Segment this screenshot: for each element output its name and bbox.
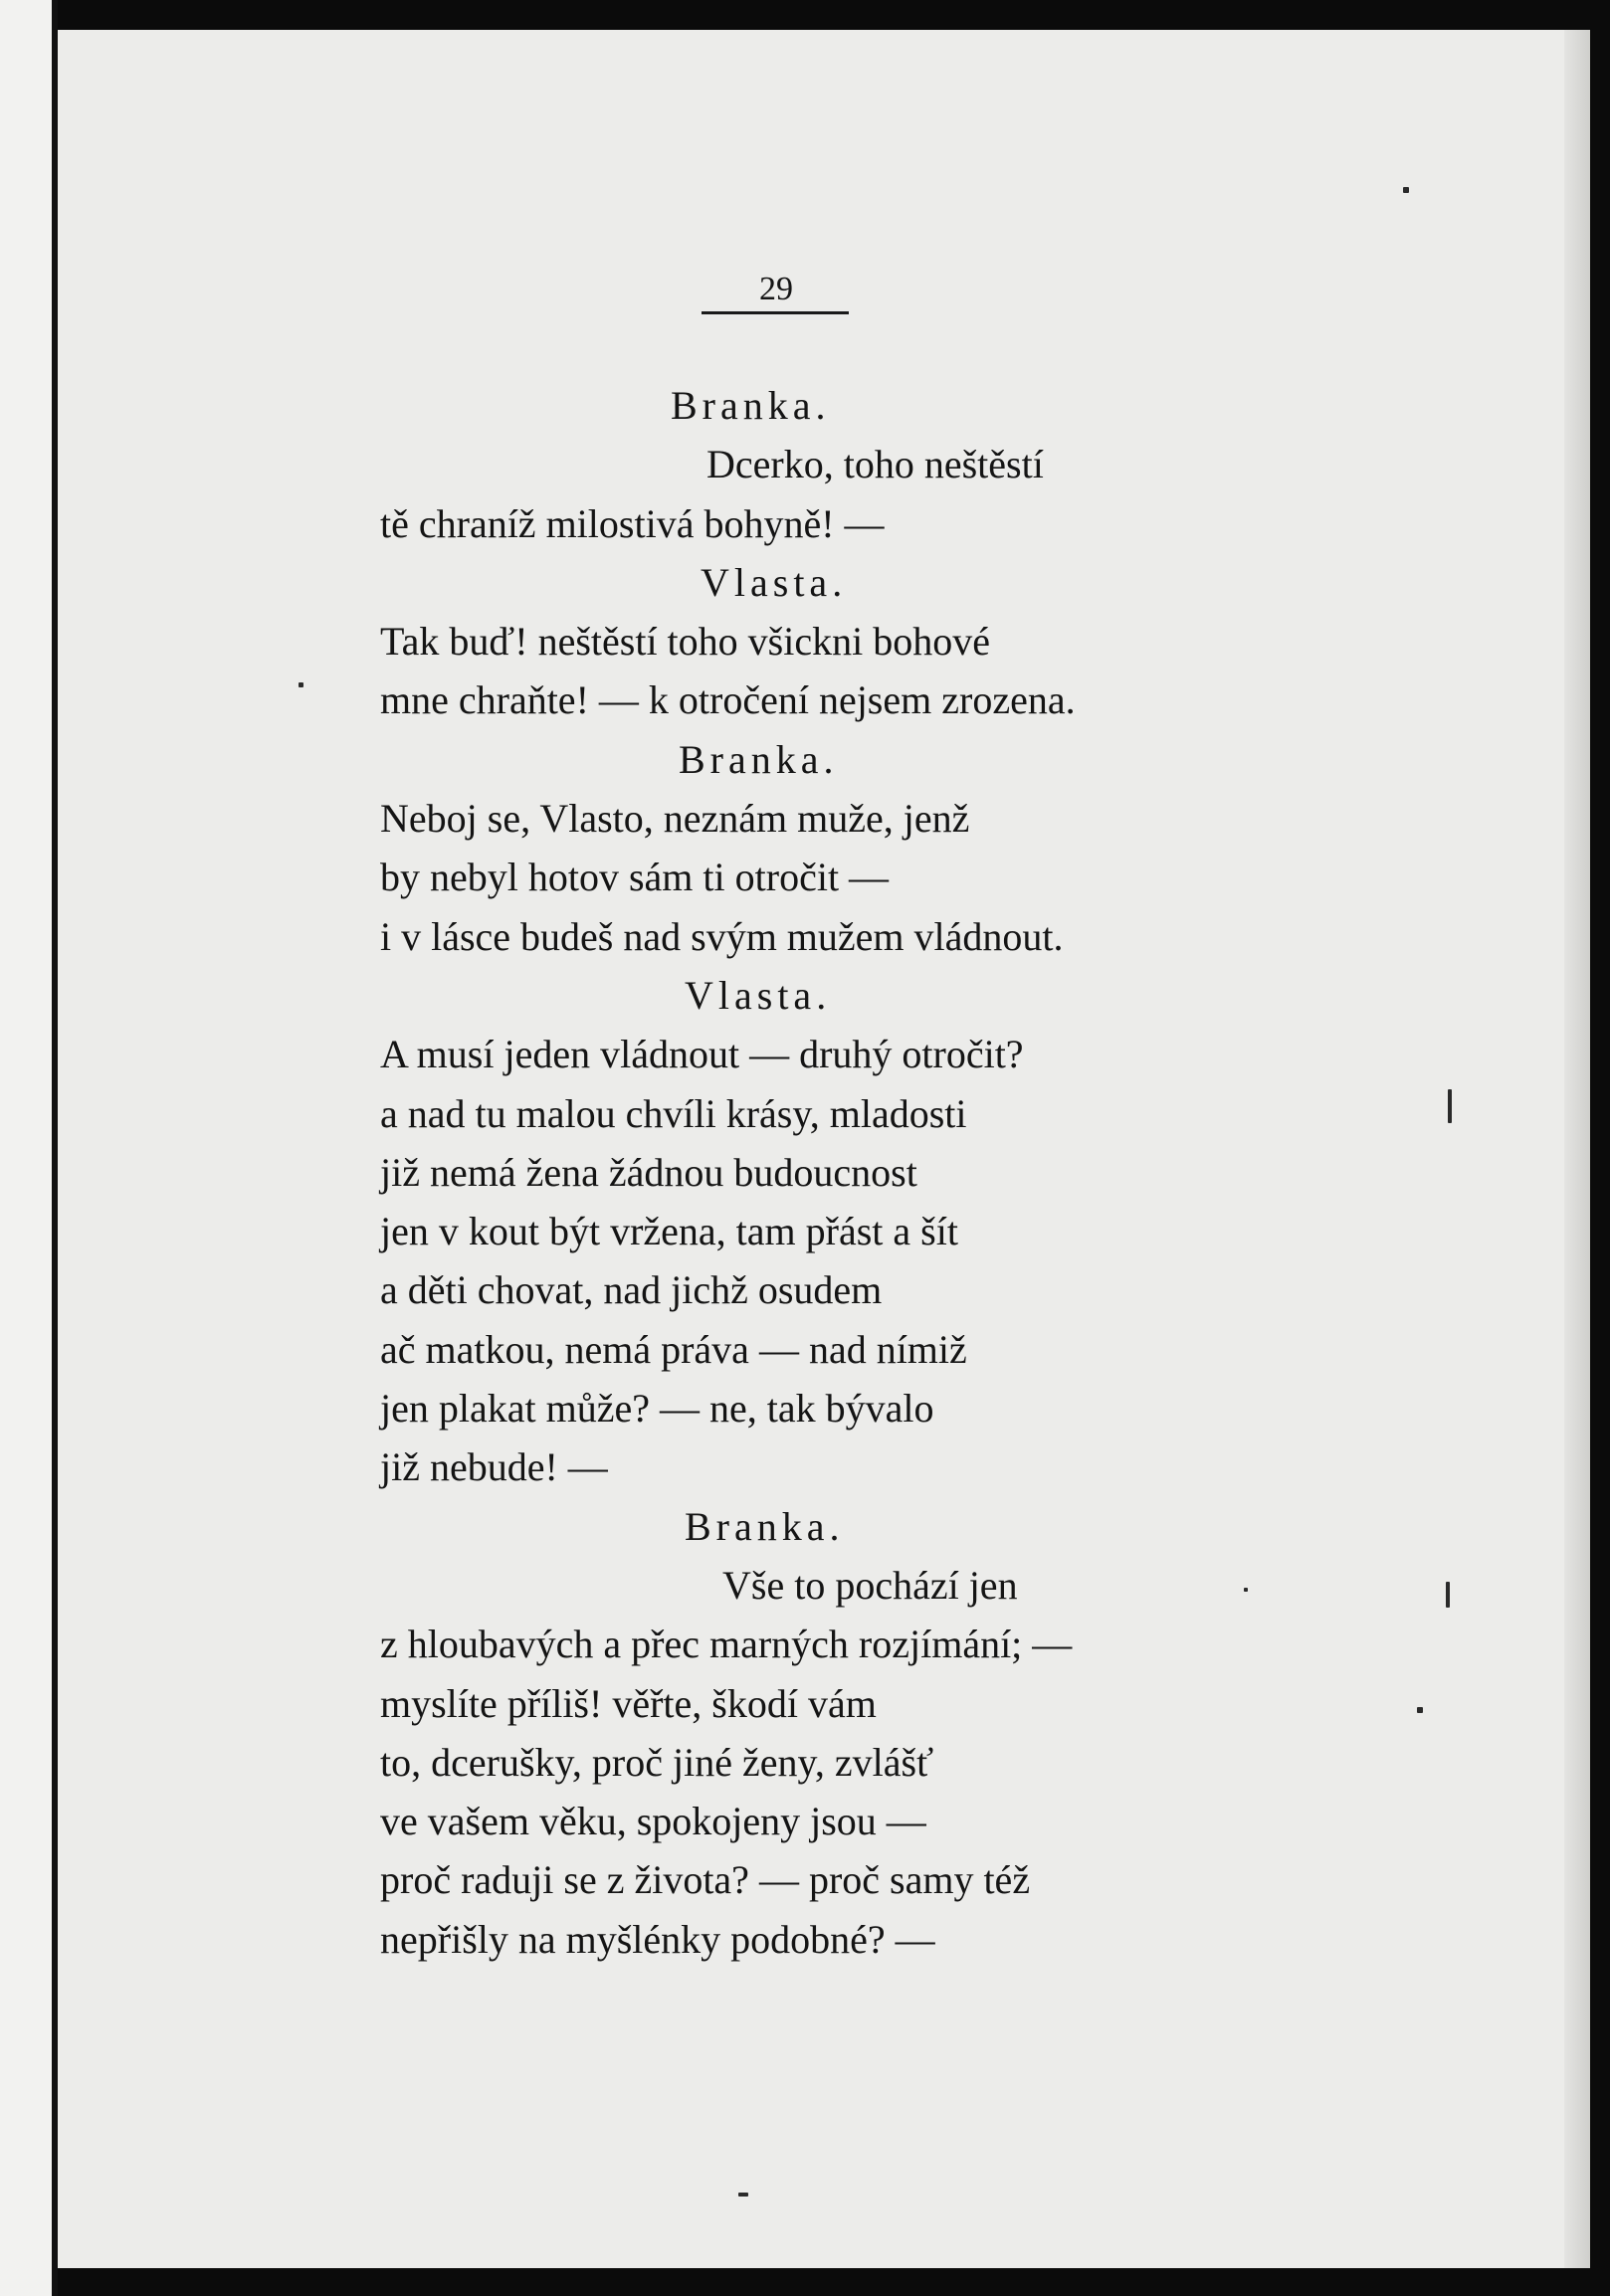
page-number: 29 bbox=[759, 271, 793, 307]
verse-line: Tak buď! neštěstí toho všickni bohové bbox=[380, 619, 990, 665]
scan-speck bbox=[1448, 1089, 1452, 1123]
verse-line: nepřišly na myšlénky podobné? — bbox=[380, 1916, 935, 1962]
verse-line: a nad tu malou chvíli krásy, mladosti bbox=[380, 1090, 967, 1136]
verse-line: Neboj se, Vlasto, neznám muže, jenž bbox=[380, 796, 970, 842]
verse-line: by nebyl hotov sám ti otročit — bbox=[380, 855, 890, 900]
verse-line: Dcerko, toho neštěstí bbox=[706, 442, 1044, 487]
verse-line: A musí jeden vládnout — druhý otročit? bbox=[380, 1032, 1024, 1077]
verse-line: to, dcerušky, proč jiné ženy, zvlášť bbox=[380, 1739, 934, 1785]
speaker-name: Branka. bbox=[671, 383, 831, 428]
page-number-rule bbox=[702, 311, 849, 314]
speaker-name: Branka. bbox=[679, 736, 839, 782]
left-page-margin bbox=[0, 0, 58, 2296]
scan-speck bbox=[738, 2193, 748, 2197]
verse-line: mne chraňte! — k otročení nejsem zrozena. bbox=[380, 677, 1076, 723]
verse-line: myslíte příliš! věřte, škodí vám bbox=[380, 1680, 877, 1726]
verse-line: již nebude! — bbox=[380, 1444, 608, 1490]
scan-speck bbox=[1446, 1582, 1450, 1608]
scan-speck bbox=[1417, 1707, 1423, 1713]
verse-line: proč raduji se z života? — proč samy též bbox=[380, 1857, 1031, 1903]
verse-line: Vše to pochází jen bbox=[722, 1562, 1018, 1608]
verse-line: jen plakat může? — ne, tak bývalo bbox=[380, 1386, 934, 1432]
scan-speck bbox=[1403, 187, 1409, 193]
scan-speck bbox=[299, 682, 303, 687]
verse-line: i v lásce budeš nad svým mužem vládnout. bbox=[380, 913, 1064, 959]
verse-line: z hloubavých a přec marných rozjímání; — bbox=[380, 1622, 1073, 1667]
verse-line: a děti chovat, nad jichž osudem bbox=[380, 1267, 883, 1313]
verse-line: ač matkou, nemá práva — nad nímiž bbox=[380, 1326, 967, 1372]
poem-text bbox=[380, 376, 1375, 1969]
speaker-name: Branka. bbox=[685, 1503, 845, 1549]
page-edge-shadow bbox=[1564, 30, 1590, 2268]
verse-line: jen v kout být vržena, tam přást a šít bbox=[380, 1209, 958, 1254]
verse-line: tě chraníž milostivá bohyně! — bbox=[380, 500, 885, 546]
scan-speck bbox=[1244, 1588, 1248, 1592]
speaker-name: Vlasta. bbox=[685, 972, 832, 1018]
verse-line: již nemá žena žádnou budoucnost bbox=[380, 1149, 917, 1195]
speaker-name: Vlasta. bbox=[701, 559, 848, 605]
verse-line: ve vašem věku, spokojeny jsou — bbox=[380, 1799, 926, 1844]
